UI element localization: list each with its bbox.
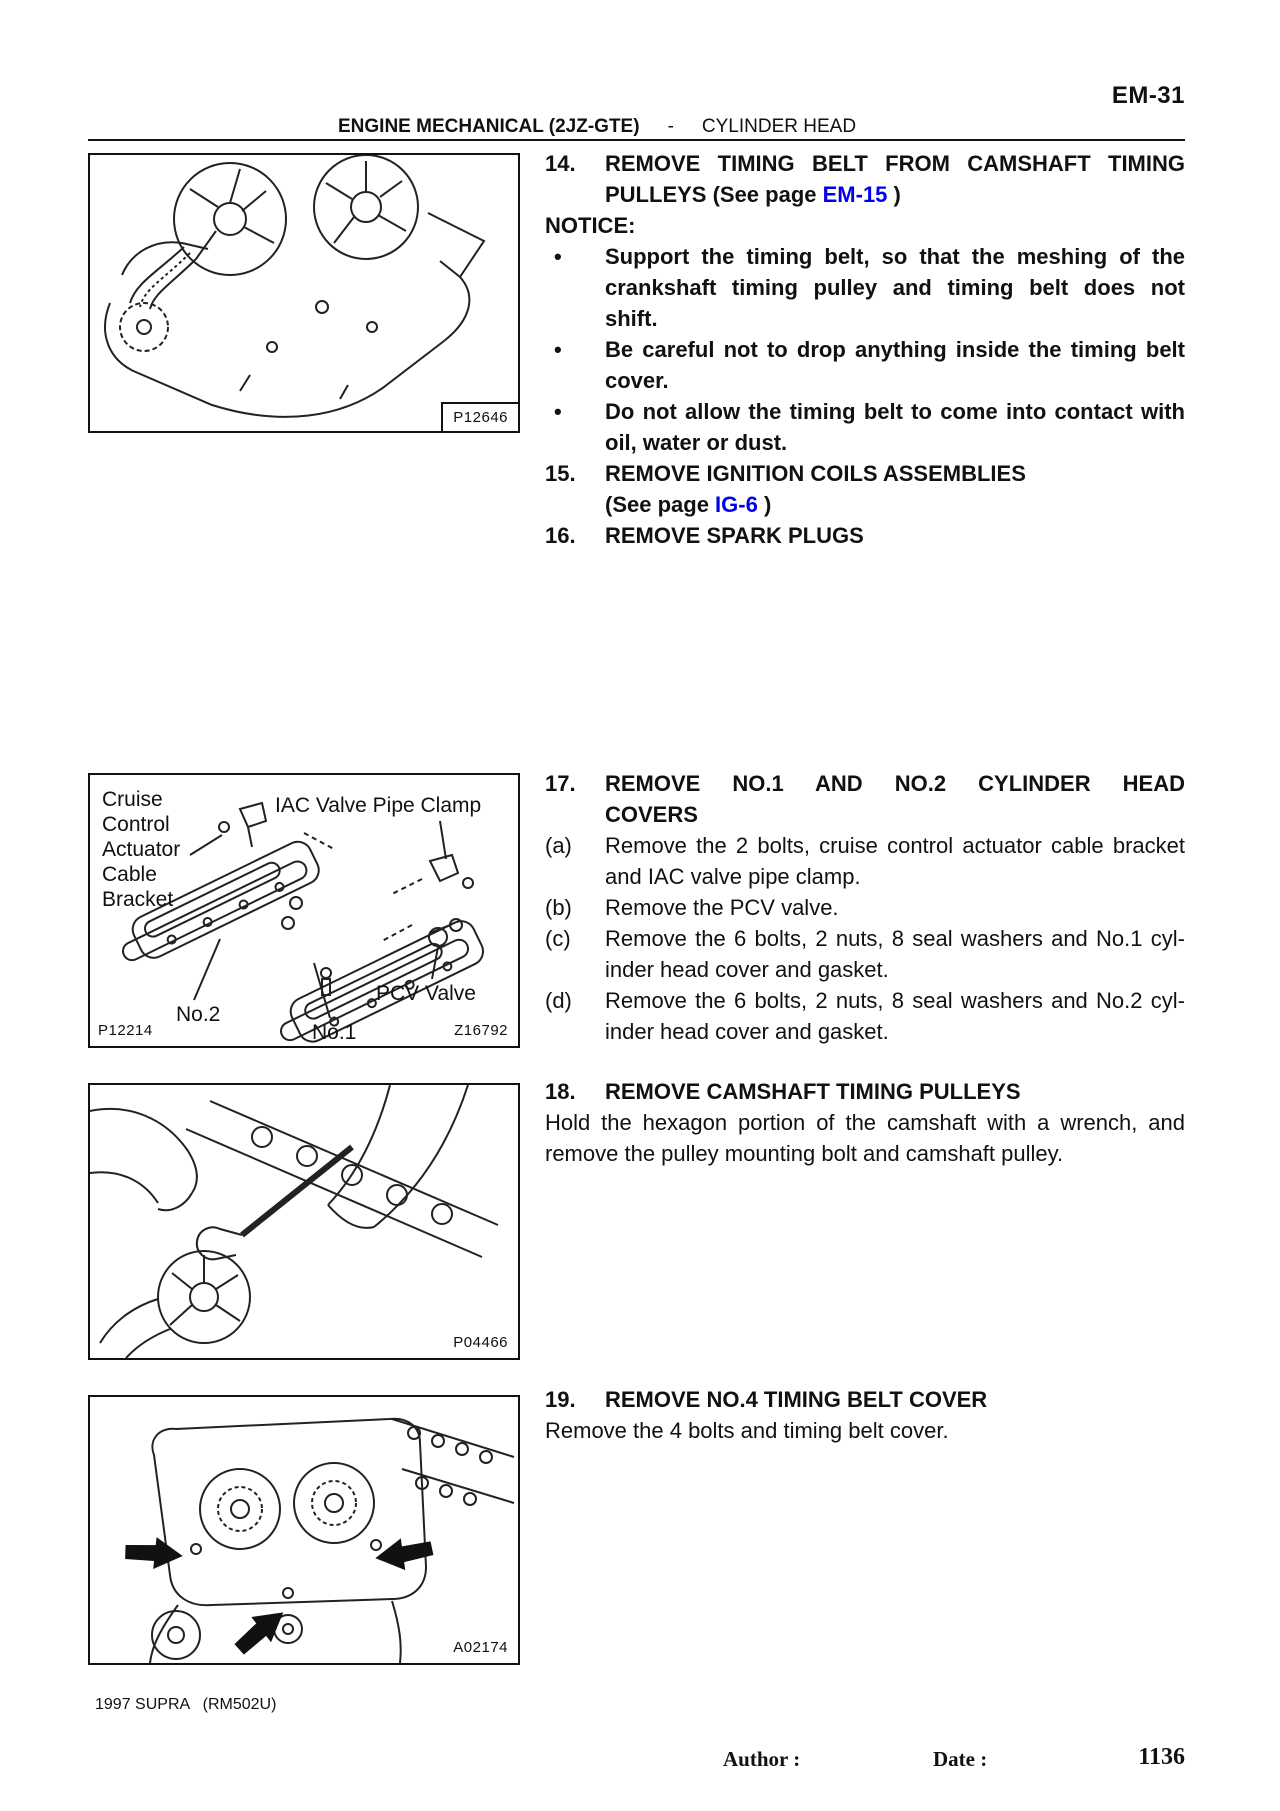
substep-a: (a) Remove the 2 bolts, cruise control actuator cable bracket and IAC valve pipe clamp. [545, 830, 1185, 892]
link-em-15[interactable]: EM-15 [822, 182, 888, 207]
figure-caption: P04466 [453, 1334, 508, 1351]
substep-b: (b) Remove the PCV valve. [545, 892, 1185, 923]
footer-author-label: Author : [723, 1747, 801, 1771]
figure-caption: P12214 [98, 1022, 153, 1039]
timing-belt-illustration [90, 155, 518, 431]
notice-bullet: • Support the timing belt, so that the meshing of the crankshaft timing pulley and timing belt does not shift. [545, 241, 1185, 334]
footer-model: 1997 SUPRA (RM502U) [95, 1696, 277, 1713]
substep-label: (d) [545, 988, 572, 1013]
step-body-line: Hold the hexagon portion of the camshaft with a wrench, and [545, 1110, 1185, 1135]
step-17 [545, 768, 1185, 1047]
label-iac-valve-pipe-clamp: IAC Valve Pipe Clamp [275, 794, 482, 817]
bullet-marker: • [554, 337, 562, 362]
step-title-line: REMOVE NO.4 TIMING BELT COVER [605, 1387, 988, 1412]
figure-caption: Z16792 [454, 1022, 508, 1039]
figure-no4-belt-cover [88, 1395, 520, 1665]
step-number: 18. [545, 1079, 576, 1104]
step-title-line: (See page IG-6 ) [605, 492, 772, 517]
step-title-line: PULLEYS (See page EM-15 ) [605, 182, 901, 207]
step-body-line: remove the pulley mounting bolt and camshaft pulley. [545, 1141, 1064, 1166]
step-number: 15. [545, 461, 576, 486]
step-14 [545, 148, 1185, 210]
substep-d: (d) Remove the 6 bolts, 2 nuts, 8 seal washers and No.2 cyl- inder head cover and gasket. [545, 985, 1185, 1047]
step-15 [545, 458, 1185, 520]
label-no1-cover: No.1 [312, 1021, 357, 1044]
instruction-column-top [545, 148, 1185, 551]
footer-page-number: 1136 [1138, 1744, 1185, 1770]
step-16 [545, 520, 1185, 551]
substep-label: (b) [545, 895, 572, 920]
figure-caption: A02174 [453, 1639, 508, 1656]
notice-label: NOTICE: [545, 213, 636, 238]
label-cruise-control-bracket: Cruise Control Actuator Cable Bracket [102, 788, 181, 911]
header-section-title: ENGINE MECHANICAL (2JZ-GTE) [338, 116, 640, 137]
link-ig-6[interactable]: IG-6 [715, 492, 758, 517]
step-number: 19. [545, 1387, 576, 1412]
step-19 [545, 1384, 1185, 1446]
no4-belt-cover-illustration [90, 1397, 518, 1663]
label-pcv-valve: PCV Valve [376, 982, 476, 1005]
substep-label: (c) [545, 926, 571, 951]
header-rule [88, 139, 1185, 141]
label-no2-cover: No.2 [176, 1003, 221, 1026]
notice-bullet: • Be careful not to drop anything inside the timing belt cover. [545, 334, 1185, 396]
step-number: 17. [545, 771, 576, 796]
running-header [338, 116, 856, 138]
step-number: 16. [545, 523, 576, 548]
substep-label: (a) [545, 833, 572, 858]
header-separator: - [667, 116, 674, 137]
camshaft-wrench-illustration [90, 1085, 518, 1358]
step-body-line: Remove the 4 bolts and timing belt cover. [545, 1418, 949, 1443]
step-title-line: REMOVE TIMING BELT FROM CAMSHAFT TIMING [605, 151, 1185, 176]
footer-date-label: Date : [933, 1747, 988, 1771]
figure-head-covers [88, 773, 520, 1048]
figure-timing-belt [88, 153, 520, 433]
step-title-line: REMOVE IGNITION COILS ASSEMBLIES [605, 461, 1026, 486]
page-code: EM-31 [1111, 82, 1185, 109]
figure-camshaft-wrench [88, 1083, 520, 1360]
bullet-marker: • [554, 244, 562, 269]
step-title-line: REMOVE NO.1 AND NO.2 CYLINDER HEAD [605, 771, 1185, 796]
step-number: 14. [545, 151, 576, 176]
substep-c: (c) Remove the 6 bolts, 2 nuts, 8 seal washers and No.1 cyl- inder head cover and gasket. [545, 923, 1185, 985]
header-subsection-title: CYLINDER HEAD [701, 116, 857, 137]
bullet-marker: • [554, 399, 562, 424]
figure-caption: P12646 [441, 402, 520, 433]
step-title-line: COVERS [605, 802, 698, 827]
notice-bullet: • Do not allow the timing belt to come into contact with oil, water or dust. [545, 396, 1185, 458]
step-title-line: REMOVE SPARK PLUGS [605, 523, 864, 548]
step-18 [545, 1076, 1185, 1169]
step-title-line: REMOVE CAMSHAFT TIMING PULLEYS [605, 1079, 1021, 1104]
